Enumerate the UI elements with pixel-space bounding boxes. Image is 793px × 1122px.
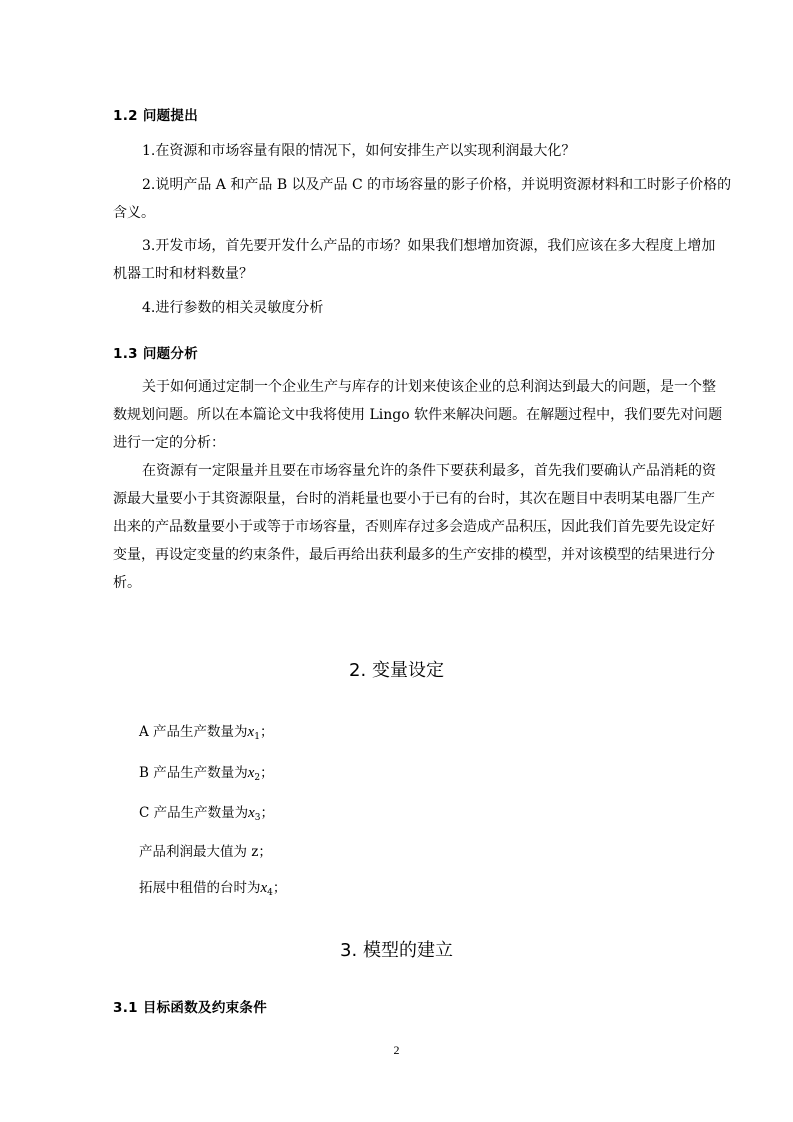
question-item-4-text: 4.进行参数的相关灵敏度分析 [142, 300, 324, 316]
question-item-1 [113, 137, 757, 165]
variable-x1: A 产品生产数量为$x_1$； [139, 724, 274, 742]
section-heading-2: 2. 变量设定 [349, 660, 444, 681]
analysis-p2-line-4: 变量，再设定变量的约束条件，最后再给出获利最多的生产安排的模型，并对该模型的结果进行分 [113, 547, 715, 563]
analysis-p2-line-1: 在资源有一定限量并且要在市场容量允许的条件下要获利最多，首先我们要确认产品消耗的资 [142, 463, 716, 479]
analysis-p1-line-2: 数规划问题。所以在本篇论文中我将使用 Lingo 软件来解决问题。在解题过程中，我们要先对问题 [113, 407, 723, 423]
section-heading-1-3: 1.3 问题分析 [113, 346, 199, 362]
variable-x3: C 产品生产数量为$x_3$； [139, 805, 275, 823]
analysis-p2-line-3: 出来的产品数量要小于或等于市场容量，否则库存过多会造成产品积压，因此我们首先要先设定好 [113, 519, 715, 535]
variable-x4: 拓展中租借的台时为$x_4$； [139, 880, 287, 898]
analysis-paragraph-1 [113, 373, 728, 597]
question-item-3-line-1: 3.开发市场，首先要开发什么产品的市场？如果我们想增加资源，我们应该在多大程度上增加 [142, 238, 716, 254]
page-number: 2 [393, 1043, 400, 1057]
section-heading-3: 3. 模型的建立 [340, 940, 453, 961]
question-item-2-line-2: 含义。 [113, 205, 155, 221]
analysis-p2-line-2: 源最大量要小于其资源限量，台时的消耗量也要小于已有的台时，其次在题目中表明某电器厂生产 [113, 491, 715, 507]
question-item-1-text: 1.在资源和市场容量有限的情况下，如何安排生产以实现利润最大化？ [142, 143, 576, 159]
variable-x2: B 产品生产数量为$x_2$； [139, 765, 274, 783]
analysis-p2-line-5: 析。 [113, 575, 141, 591]
analysis-p1-line-3: 进行一定的分析： [113, 435, 225, 451]
question-item-3 [113, 232, 728, 288]
question-item-3-line-2: 机器工时和材料数量？ [113, 266, 253, 282]
variable-z: 产品利润最大值为 z； [139, 844, 272, 860]
section-heading-3-1: 3.1 目标函数及约束条件 [113, 1000, 268, 1016]
question-item-2-line-1: 2.说明产品 A 和产品 B 以及产品 C 的市场容量的影子价格，并说明资源材料和工时影子价格的 [142, 177, 732, 193]
question-item-2 [113, 171, 732, 227]
analysis-p1-line-1: 关于如何通过定制一个企业生产与库存的计划来使该企业的总利润达到最大的问题，是一个整 [142, 379, 716, 395]
question-item-4 [113, 294, 757, 322]
section-heading-1-2: 1.2 问题提出 [113, 108, 199, 124]
